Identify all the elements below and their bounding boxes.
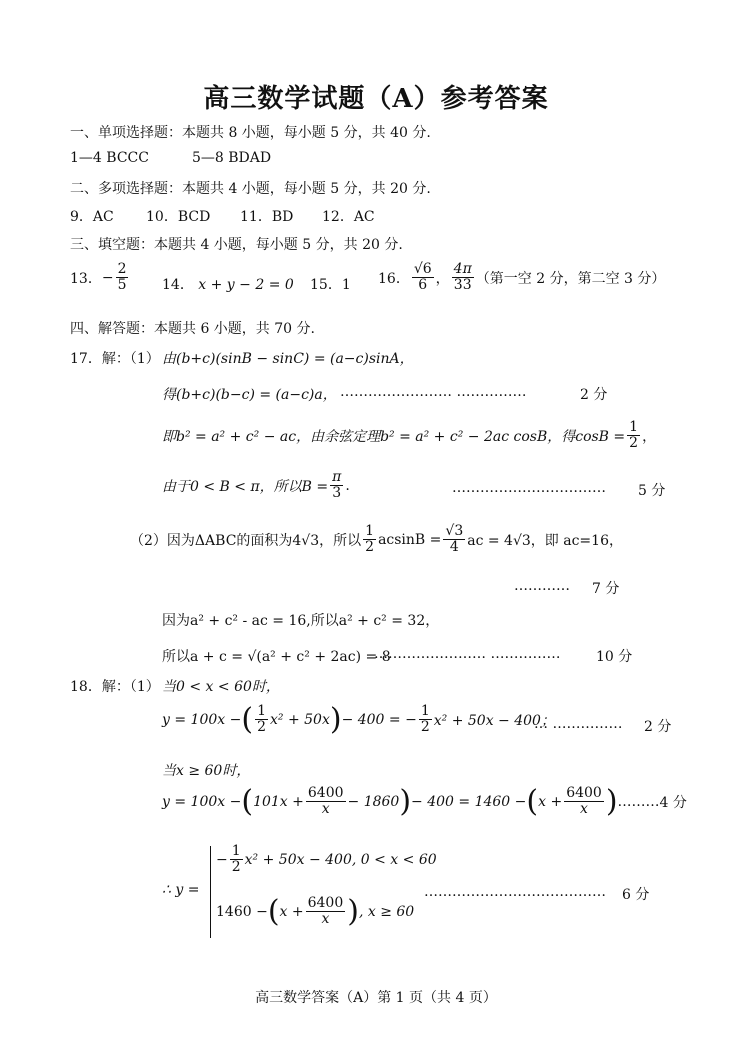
q18-piecewise-fraction [306,896,346,928]
q18-line4-text-b: 101x + [253,793,304,810]
close-paren: ) [399,783,412,819]
q18-line2-text-a: y = 100x − [162,711,242,728]
q17-line7: 所以a + c = √(a² + c² + 2ac) = 8 [162,649,391,665]
q18-piecewise-case1-text: x² + 50x − 400, 0 < x < 60 [244,851,437,868]
q17-line3-fraction [627,420,640,452]
answer-16-label: 16． [378,270,410,287]
numerator: 1 [257,703,266,719]
answer-14 [162,274,294,294]
close-paren: ) [605,783,618,819]
answer-14-label: 14． [162,277,194,293]
q18-line2-text-b: x² + 50x [269,711,330,728]
q18-piecewise-case2-c: , x ≥ 60 [358,903,415,920]
q17-part2-fraction-2 [443,524,465,556]
denominator: 2 [420,719,430,736]
q17-part2-score: 7 分 [592,581,620,597]
denominator: x [321,801,330,818]
q18-line2-half [255,704,268,736]
open-paren: ( [241,783,254,819]
numerator: π [332,469,342,485]
q18-line4 [162,783,687,819]
q17-part2-label: （2） [130,532,167,549]
q18-piecewise-case1 [216,844,437,876]
q18-line2-dots: … …………… [534,716,623,732]
q18-piecewise-case2 [216,893,415,929]
denominator: 3 [332,485,342,502]
close-paren: ) [347,893,359,929]
q17-line7-score: 10 分 [596,649,633,665]
answer-15: 15．1 [310,277,351,293]
piecewise-brace [210,846,211,938]
q18-line4-text-a: y = 100x − [162,793,242,810]
q17-line4 [162,470,350,502]
q18-piecewise-case2-b: x + [279,903,304,920]
denominator: x [580,801,588,818]
q18-line4-fraction-2 [564,786,604,818]
numerator: √6 [413,261,432,277]
answer-16-separator: ， [435,270,450,287]
section2-answer: 9．AC [70,209,114,225]
q18-line4-fraction [306,786,346,818]
q17-line2: 得(b+c)(b−c) = (a−c)a， [162,387,337,403]
numerator: 1 [420,703,430,719]
answer-13 [70,262,130,294]
q18-piecewise-lhs: ∴ y = [162,882,200,898]
q18-line4-text-e: x + [538,793,563,810]
numerator: 1 [231,843,241,859]
answer-13-fraction [116,262,129,294]
numerator: 1 [365,523,375,539]
q18-line2-half-2 [419,704,432,736]
q18-line4-dots: ……… [617,793,660,810]
q18-line4-text-d: − 400 = 1460 − [411,793,527,810]
q17-line4-dots: …………………………… [452,480,606,496]
answer-16-note: （第一空 2 分，第二空 3 分） [475,270,666,287]
numerator: 1 [629,419,639,435]
open-paren: ( [267,893,280,929]
q18-line4-score: 4 分 [659,794,687,811]
q17-line7-dots: …………………… …………… [374,646,561,662]
answer-16-fraction-a [412,262,434,294]
section1-answers-a: 1—4 BCCC [70,150,149,166]
page-title: 高三数学试题（A）参考答案 [203,84,549,114]
section2-answer: 10．BCD [146,209,211,225]
q18-line2-text-c: − 400 = − [341,711,417,728]
q17-part2-fraction-1 [363,524,376,556]
denominator: 4 [449,539,459,556]
denominator: 2 [365,539,375,556]
answer-16 [378,262,665,294]
q17-line6: 因为a² + c² - ac = 16,所以a² + c² = 32， [162,613,440,629]
answer-16-fraction-b [452,262,474,294]
denominator: 33 [453,277,472,294]
numerator: 6400 [307,895,344,911]
q18-piecewise-dots: ………………………………… [424,884,606,900]
section1-answers-b: 5—8 BDAD [192,150,272,166]
q18-label: 18．解：（1） [70,679,160,695]
q18-line1: 当0 < x < 60时， [162,679,280,695]
q17-line4-end: . [345,477,350,494]
q18-piecewise-half [230,844,243,876]
q18-line2-text-d: x² + 50x − 400； [433,712,555,729]
q17-line4-score: 5 分 [638,483,666,499]
close-paren: ) [329,701,342,737]
q18-line4-text-c: − 1860 [347,793,400,810]
q17-line3-text: 即b² = a² + c² − ac，由余弦定理b² = a² + c² − 2ac cosB，得cosB = [162,428,626,445]
numerator: 6400 [307,785,344,801]
q17-line3-end: ， [642,428,657,445]
open-paren: ( [526,783,539,819]
q18-line2-score: 2 分 [644,719,672,735]
q17-label: 17．解：（1） [70,351,160,367]
denominator: 6 [418,277,428,294]
q17-part2-dots: ………… [514,578,570,594]
answer-14-expression: x + y − 2 = 0 [198,277,294,293]
numerator: √3 [445,523,464,539]
q18-piecewise-case2-a: 1460 − [216,903,268,920]
q17-line2-dots: …………………… …………… [340,384,527,400]
denominator: 2 [629,435,639,452]
section2-heading: 二、多项选择题：本题共 4 小题，每小题 5 分，共 20 分. [70,181,431,197]
open-paren: ( [241,701,254,737]
numerator: 6400 [566,785,602,801]
q18-piecewise-score: 6 分 [622,887,650,903]
q17-part2-text-c: ac = 4√3，即 ac=16， [467,532,623,549]
denominator: x [321,911,330,928]
numerator: 2 [117,261,127,277]
q17-line4-fraction [330,470,343,502]
q17-part2 [130,524,623,556]
q17-part2-text-a: 因为ΔABC的面积为4√3，所以 [166,532,362,549]
q18-line2 [162,701,555,737]
section2-answer: 12．AC [322,209,375,225]
q17-part2-text-b: acsinB = [378,531,442,548]
q17-line2-score: 2 分 [580,387,608,403]
denominator: 2 [231,859,241,876]
answer-13-sign: − [101,269,114,286]
answer-13-label: 13． [70,270,102,287]
denominator: 5 [117,277,127,294]
q17-line3 [162,420,656,452]
q17-line1: 由(b+c)(sinB − sinC) = (a−c)sinA， [162,351,414,367]
minus-sign: − [216,851,228,868]
q18-line3: 当x ≥ 60时， [162,763,251,779]
section4-heading: 四、解答题：本题共 6 小题，共 70 分. [70,321,315,337]
denominator: 2 [257,719,266,736]
section1-heading: 一、单项选择题：本题共 8 小题，每小题 5 分，共 40 分. [70,125,431,141]
q17-line4-text: 由于0 < B < π，所以B = [162,478,329,495]
numerator: 4π [453,261,472,277]
page-footer: 高三数学答案（A）第 1 页（共 4 页） [255,990,497,1006]
section2-answer: 11．BD [240,209,294,225]
section3-heading: 三、填空题：本题共 4 小题，每小题 5 分，共 20 分. [70,237,403,253]
